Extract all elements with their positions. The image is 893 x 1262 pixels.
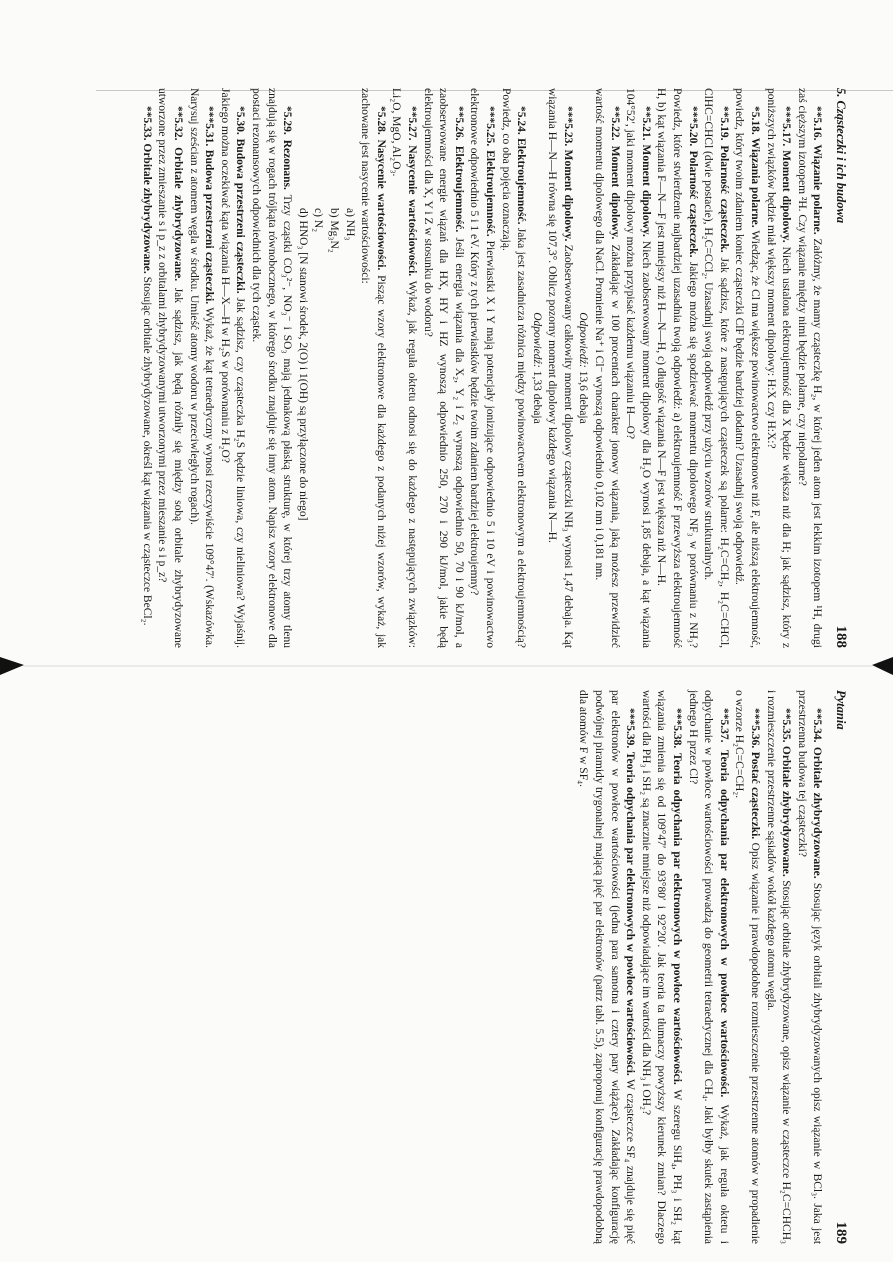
problem-5-39: ***5.39. Teoria odpychania par elektronowych w powłoce wartościowości. W cząsteczce SF₄ znajduje się pięć par elektronów w powłoce wartościowości (jedna para samotna i cztery pary wiążące). Zakładając konfigurację podwójnej piramidy trygonalnej mającą pięć par elektronów (patrz tabl. 5.5), zaproponuj konfigurację prawdopodobną dla atomów F w SF₄. bbox=[577, 690, 637, 1245]
problem-5-32: **5.32. Orbitale zhybrydyzowane. Jak sądzisz, jak będą różniły się między sobą orbitale zhybrydyzowane utworzone przez zmieszanie s i p_z z orbitalami zhybrydyzowanymi utworzonymi przez mieszanie s i p_z? bbox=[156, 88, 185, 649]
problem-5-26: **5.26. Elektroujemność. Jeśli energia wiązania dla X₂, Y₂ i Z₂ wynoszą odpowiednio 50, 70 i 90 kJ/mol, a zaobserwowane energie wiązań dla HX, HY i HZ wynoszą odpowiednio 250, 270 i 290 kJ/mol, jakie będą elektroujemności dla X, Y i Z w stosunku do wodoru? bbox=[421, 88, 465, 649]
running-head: Pytania bbox=[834, 690, 848, 730]
problem-5-28: *5.28. Nasycenie wartościowości. Pisząc wzory elektronowe dla każdego z podanych niżej wzorów, wykaż, jak zachowane jest nasycenie wartościowości: bbox=[359, 88, 387, 649]
right-page-number: 189 bbox=[833, 1221, 849, 1244]
problem-5-33: **5.33. Orbitale zhybrydyzowane. Stosując orbitale zhybrydyzowane, określ kąt wiązania w cząsteczce BeCl₂. bbox=[140, 106, 153, 626]
problem-5-29: *5.29. Rezonans. Trzy cząstki CO₃²⁻, NO₃⁻ i SO₃ mają jednakową płaską strukturę, w której trzy atomy tlenu znajdują się w rogach trójkąta równobocznego, w którego środku znajduje się inny atom. Napisz wzory elektronowe dla postaci rezonansowych odpowiednich dla tych cząstek. bbox=[250, 88, 294, 649]
problem-5-25: ***5.25. Elektroujemność. Pierwiastki X i Y mają potencjały jonizujące odpowiednio 5 i 10 eV i powinowactwo elektronowe odpowiednio 5 i 1 eV. Który z tych pierwiastków będzie twoim zdaniem bardziej elektroujemny? bbox=[468, 88, 496, 649]
left-page-header bbox=[832, 88, 848, 648]
list-item: d) HNO₃ [N stanowi środek, 2(O) i 1(OH) są przyłączone do niego] bbox=[296, 208, 309, 521]
problem-5-37: **5.37. Teoria odpychania par elektronowych w powłoce wartościowości. Wykaż, jak reguła oktetu i odpychanie w powłoce wartościowości prowadzą do geometrii tetraedrycznej dla CH₄. Jaki byłby skutek zastąpienia jednego H przez Cl? bbox=[686, 690, 730, 1245]
right-page-header bbox=[832, 690, 848, 1244]
problem-5-18: *5.18. Wiązania polarne. Wiedząc, że Cl ma większe powinowactwo elektronowe niż F, ale niższą elektroujemność, powiedz, który twoim zdaniem koniec cząsteczki ClF będzie bardziej dodatni? Uzasadnij swoją odpowiedź. bbox=[733, 88, 762, 648]
problem-5-34: **5.34. Orbitale zhybrydyzowane. Stosując język orbitali zhybrydyzowanych opisz wiązanie w BCl₃. Jaka jest przestrzenna budowa tej cząsteczki? bbox=[795, 690, 824, 1245]
chapter-title: 5. Cząsteczki i ich budowa bbox=[834, 88, 848, 224]
problem-5-31: ***5.31. Budowa przestrzeni cząsteczki. Wykaż, że kąt tetraedryczny wynosi rzeczywiście 109°47′. (Wskazówka. Narysuj sześcian z atomem węgla w środku. Umieść atomy wodoru w przeciwległych rogach). bbox=[187, 88, 216, 648]
problem-5-36: ***5.36. Postać cząsteczki. Opisz wiązanie i prawdopodobne rozmieszczenie przestrzenne atomów w propadienie o wzorze H₂C=C=CH₂. bbox=[733, 690, 762, 1245]
answer-5-22: Odpowiedź: 13,6 debaja bbox=[577, 312, 590, 424]
list-item: c) N₂ bbox=[312, 208, 325, 233]
list-item: b) Mg₃N₂ bbox=[328, 208, 340, 253]
left-page-number: 188 bbox=[833, 625, 849, 648]
problem-5-30: *5.30. Budowa przestrzeni cząsteczki. Jak sądzisz, czy cząsteczka H₂S będzie liniowa, czy nieliniowa? Wyjaśnij. Jakiego można oczekiwać kąta wiązania H—X—H w H₂S w porównaniu z H₂O? bbox=[218, 88, 247, 649]
problem-5-17: ***5.17. Moment dipolowy. Niech ustalona elektroujemność dla X będzie większa niż dla H; jak sądzisz, który z poniższych związków będzie miał większy moment dipolowy: H:X czy H:X:? bbox=[764, 88, 793, 649]
problem-5-20: ***5.20. Polarność cząsteczek. Jakiego można się spodziewać momentu dipolowego NF₃ w porównaniu z NH₃? Powiedz, które stwierdzenie najbardziej uzasadnia twoją odpowiedź: a) elektroujemność F przewyższa elektroujemność H, b) kąt wiązania F—N—F jest mniejszy niż H—N—H, c) długość wiązania N—F jest większa niż N—H. bbox=[655, 88, 699, 649]
problem-5-22: **5.22. Moment dipolowy. Zakładając w 100 procentach charakter jonowy wiązania, jaką możesz przewidzieć wartość momentu dipolowego dla NaCl. Promienie Na⁺ i Cl⁻ wynoszą odpowiednio 0,102 nm i 0,181 nm. bbox=[593, 88, 621, 649]
right-page bbox=[577, 690, 849, 1245]
problem-5-19: **5.19. Polarność cząsteczek. Jak sądzisz, które z następujących cząsteczek są polarne: H₂C=CH₂, H₂C=CHCl, ClHC=CHCl (dwie postacie), H₂C=CCl₂. Uzasadnij swoją odpowiedź przy użyciu wzorów strukturalnych. bbox=[702, 88, 730, 649]
problem-5-24: *5.24. Elektroujemność. Jaka jest zasadnicza różnica między powinowactwem elektronowym a elektroujemnością? Powiedz, co oba pojęcia oznaczają. bbox=[499, 88, 528, 649]
list-item: a) NH₃ bbox=[343, 208, 356, 241]
problem-5-28-list bbox=[294, 88, 356, 648]
problem-5-35: **5.35. Orbitale zhybrydyzowane. Stosując orbitale zhybrydyzowane, opisz wiązanie w cząsteczce H₂C=CHCH₃ i rozmieszczenie przestrzenne sąsiadów wokół każdego atomu węgla. bbox=[764, 690, 793, 1245]
answer-5-23: Odpowiedź: 1,33 debaja bbox=[530, 312, 543, 424]
problem-5-27: **5.27. Nasycenie wartościowości. Wykaż, jak reguła oktetu odnosi się do każdego z następujących związków: Li₂O, MgO, Al₂O₃. bbox=[390, 88, 418, 648]
left-page bbox=[90, 88, 848, 648]
problem-5-16: **5.16. Wiązanie polarne. Załóżmy, że mamy cząsteczkę H₂, w której jeden atom jest lekkim izotopem ¹H, drugi zaś cięższym izotopem ²H. Czy wiązanie między nimi będzie polarne, czy niepolarne? bbox=[795, 88, 824, 648]
problem-5-38: ***5.38. Teoria odpychania par elektronowych w powłoce wartościowości. W szeregu SiH₄, PH₃ i SH₂ kąt wiązania zmienia się od 109°47′ do 93°80′ i 92°20′. Jak teoria ta tłumaczy powyższy kierunek zmian? Dlaczego wartości dla PH₃ i SH₂ są znacznie mniejsze niż odpowiadające im wartości dla NH₃ i OH₂? bbox=[639, 690, 684, 1245]
problem-5-21: **5.21. Moment dipolowy. Niech zaobserwowany moment dipolowy dla H₂O wynosi 1,85 debaja, a kąt wiązania 104°52′, jaki moment dipolowy można przypisać każdemu wiązaniu H—O? bbox=[624, 88, 652, 649]
problem-5-23: ***5.23. Moment dipolowy. Zaobserwowany całkowity moment dipolowy cząsteczki NH₃ wynosi 1,47 debaja. Kąt wiązania H—N—H równa się 107,3°. Oblicz pozorny moment dipolowy każdego wiązania N—H. bbox=[546, 88, 574, 649]
